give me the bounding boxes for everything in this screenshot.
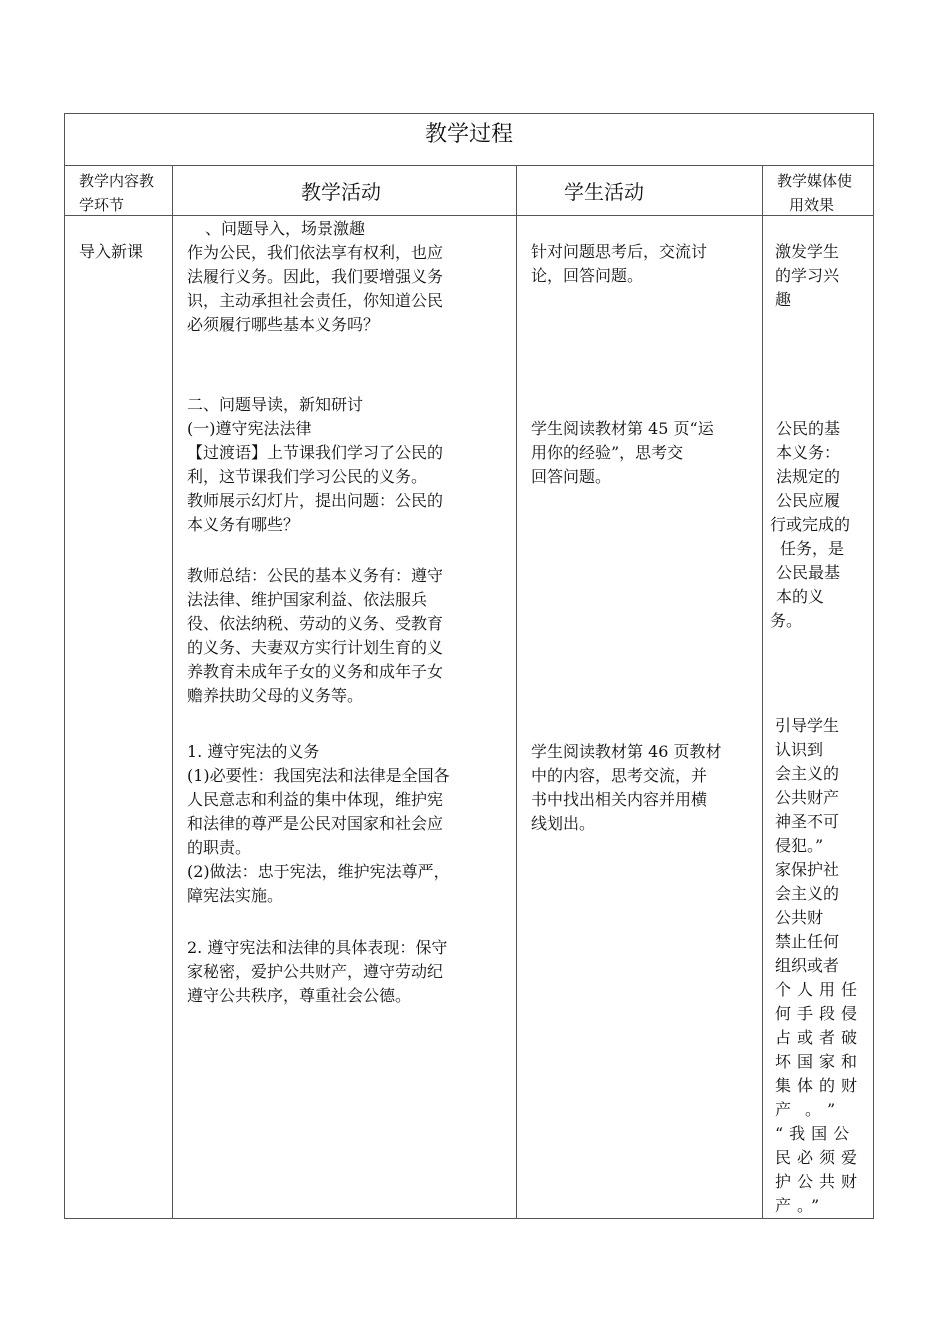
teacher-intro-line: 、问题导入，场景激趣 xyxy=(205,219,366,238)
teacher-summary-line: 赡养扶助父母的义务等。 xyxy=(187,686,364,705)
teacher-intro xyxy=(187,217,509,337)
media-b-line: 任务，是 xyxy=(780,539,845,558)
media-c-line: “我国公 xyxy=(775,1124,856,1143)
student-c-line: 线划出。 xyxy=(531,814,596,833)
media-b-line: 本的义 xyxy=(776,587,825,606)
media-c-line: 侵犯。” xyxy=(775,836,824,855)
media-c-line: 坏国家和 xyxy=(775,1052,864,1071)
teacher-part2-line: 二、问题导读，新知研讨 xyxy=(187,395,364,414)
media-c xyxy=(775,714,871,1217)
media-b-line: 公民的基 xyxy=(776,419,841,438)
header-divider xyxy=(64,215,874,216)
media-a xyxy=(775,240,871,312)
media-c-line: 公共财产 xyxy=(775,788,840,807)
media-c-line: 民必须爱 xyxy=(775,1148,864,1167)
student-c-line: 中的内容，思考交流，并 xyxy=(531,766,708,785)
teacher-intro-line: 法履行义务。因此，我们要增强义务 xyxy=(187,267,444,286)
header-student: 学生活动 xyxy=(564,180,644,204)
media-b-line: 法规定的 xyxy=(776,467,841,486)
student-a-line: 针对问题思考后，交流讨 xyxy=(531,242,708,261)
student-a xyxy=(531,240,757,288)
student-b-line: 回答问题。 xyxy=(531,467,612,486)
teacher-summary-line: 法法律、维护国家利益、依法服兵 xyxy=(187,590,428,609)
student-b-line: 学生阅读教材第 45 页“运 xyxy=(531,419,714,438)
media-c-line: 护公共财 xyxy=(775,1172,864,1191)
teacher-summary-line: 的义务、夫妻双方实行计划生育的义 xyxy=(187,638,444,657)
teacher-part2-line: 【过渡语】上节课我们学习了公民的 xyxy=(187,443,444,462)
section-label: 导入新课 xyxy=(79,242,144,261)
teacher-point1-line: 障宪法实施。 xyxy=(187,886,284,905)
teacher-part2-line: 教师展示幻灯片，提出问题：公民的 xyxy=(187,491,444,510)
media-b-line: 行或完成的 xyxy=(770,515,851,534)
media-c-line: 禁止任何 xyxy=(775,932,840,951)
media-c-line: 公共财 xyxy=(775,908,824,927)
teacher-point1-line: 1. 遵守宪法的义务 xyxy=(187,742,320,761)
teacher-point2 xyxy=(187,936,509,1008)
teacher-intro-line: 必须履行哪些基本义务吗？ xyxy=(187,315,380,334)
teacher-point1-line: (2)做法：忠于宪法，维护宪法尊严， xyxy=(187,862,450,881)
media-b-line: 本义务： xyxy=(776,443,841,462)
media-b-line: 务。 xyxy=(770,611,803,630)
teacher-part2-line: 利，这节课我们学习公民的义务。 xyxy=(187,467,428,486)
teacher-point1 xyxy=(187,740,509,908)
header-teacher: 教学活动 xyxy=(301,180,381,204)
media-c-line: 家保护社 xyxy=(775,860,840,879)
teacher-summary-line: 养教育未成年子女的义务和成年子女 xyxy=(187,662,444,681)
student-c-line: 书中找出相关内容并用横 xyxy=(531,790,708,809)
teacher-part2 xyxy=(187,393,509,537)
header-media-line-2: 用效果 xyxy=(789,196,835,214)
caption-divider xyxy=(64,165,874,166)
teacher-summary-line: 教师总结：公民的基本义务有：遵守 xyxy=(187,566,444,585)
media-c-line: 组织或者 xyxy=(775,956,840,975)
teacher-part2-line: 本义务有哪些？ xyxy=(187,515,300,534)
media-c-line: 集体的财 xyxy=(775,1076,864,1095)
media-c-line: 何手段侵 xyxy=(775,1004,864,1023)
teacher-point2-line: 遵守公共秩序，尊重社会公德。 xyxy=(187,986,412,1005)
teacher-point1-line: 的职责。 xyxy=(187,838,252,857)
column-divider-1 xyxy=(172,165,173,1219)
media-c-line: 认识到 xyxy=(775,740,824,759)
teacher-summary-line: 役、依法纳税、劳动的义务、受教育 xyxy=(187,614,444,633)
student-b-line: 用你的经验”，思考交 xyxy=(531,443,684,462)
media-c-line: 会主义的 xyxy=(775,884,840,903)
media-a-line: 的学习兴 xyxy=(775,266,840,285)
media-b xyxy=(770,417,872,633)
header-media-line-1: 教学媒体使 xyxy=(777,172,853,190)
media-c-line: 产。” xyxy=(775,1100,850,1119)
column-divider-3 xyxy=(762,165,763,1219)
student-c-line: 学生阅读教材第 46 页教材 xyxy=(531,742,722,761)
media-c-line: 引导学生 xyxy=(775,716,840,735)
teacher-point2-line: 2. 遵守宪法和法律的具体表现：保守 xyxy=(187,938,448,957)
teacher-point2-line: 家秘密，爱护公共财产，遵守劳动纪 xyxy=(187,962,444,981)
media-a-line: 激发学生 xyxy=(775,242,840,261)
media-c-line: 个人用任 xyxy=(775,980,864,999)
media-c-line: 神圣不可 xyxy=(775,812,840,831)
media-c-line: 会主义的 xyxy=(775,764,840,783)
student-c xyxy=(531,740,757,836)
header-section-line-1: 教学内容教 xyxy=(79,172,155,190)
teacher-part2-line: (一)遵守宪法法律 xyxy=(187,419,312,438)
student-a-line: 论，回答问题。 xyxy=(531,266,644,285)
media-c-line: 产。” xyxy=(775,1196,826,1215)
media-a-line: 趣 xyxy=(775,290,792,309)
media-b-line: 公民应履 xyxy=(776,491,841,510)
column-divider-2 xyxy=(516,165,517,1219)
teacher-point1-line: (1)必要性：我国宪法和法律是全国各 xyxy=(187,766,450,785)
teacher-point1-line: 和法律的尊严是公民对国家和社会应 xyxy=(187,814,444,833)
table-caption: 教学过程 xyxy=(424,122,513,147)
media-b-line: 公民最基 xyxy=(776,563,841,582)
header-section-line-2: 学环节 xyxy=(79,196,125,214)
teacher-point1-line: 人民意志和利益的集中体现，维护宪 xyxy=(187,790,444,809)
teacher-summary xyxy=(187,564,509,708)
teacher-intro-line: 识，主动承担社会责任，你知道公民 xyxy=(187,291,444,310)
student-b xyxy=(531,417,757,489)
teacher-intro-line: 作为公民，我们依法享有权利，也应 xyxy=(187,243,444,262)
media-c-line: 占或者破 xyxy=(775,1028,864,1047)
